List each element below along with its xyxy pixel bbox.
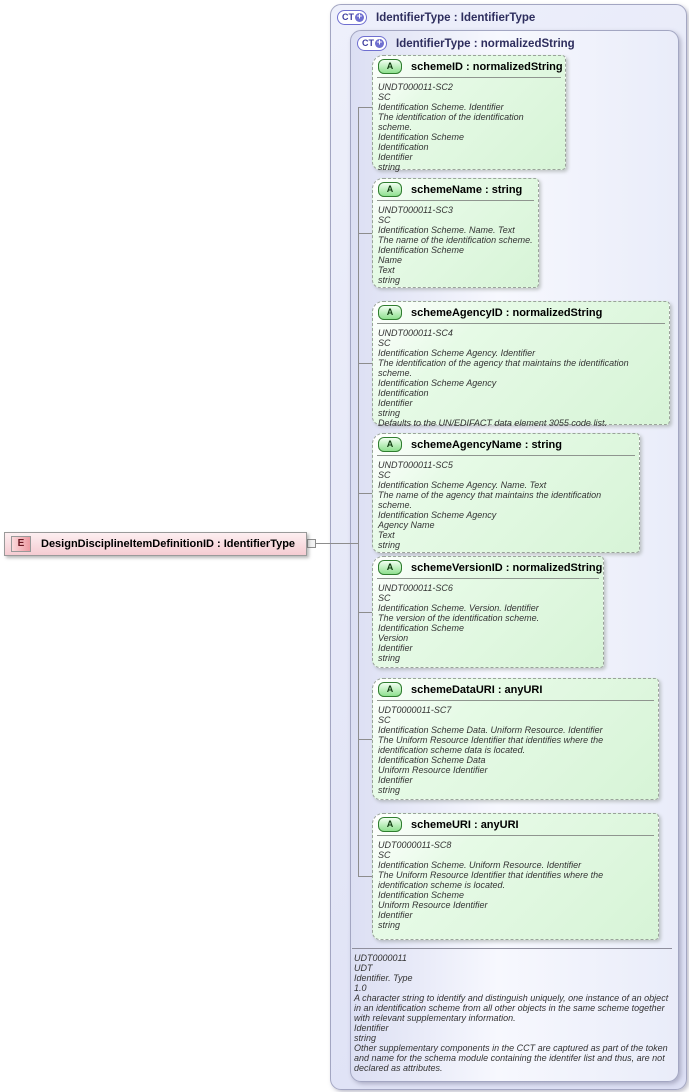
doc-line: Identification Scheme Agency. Identifier — [378, 348, 536, 358]
connector-stub-schemeversionid — [358, 612, 372, 613]
element-designdisciplineitemdefinitionid[interactable] — [4, 532, 307, 556]
doc-line: The identification of the agency that maintains the identification scheme. — [378, 358, 629, 378]
doc-line: Identifier — [378, 910, 413, 920]
attr-documentation — [373, 80, 565, 172]
doc-line: Identification Scheme Agency. Name. Text — [378, 480, 547, 490]
complex-type-icon[interactable] — [357, 36, 387, 51]
attr-header — [373, 434, 639, 455]
title-separator — [377, 200, 534, 201]
doc-line: SC — [378, 470, 391, 480]
attribute-icon: A — [378, 682, 402, 697]
complex-type-inner-title: IdentifierType : normalizedString — [396, 37, 575, 50]
title-separator — [377, 323, 665, 324]
attr-box-schemeagencyid[interactable] — [372, 301, 670, 428]
attr-title: schemeVersionID : normalizedString — [411, 561, 603, 574]
connector-stub-schemedatauri — [358, 739, 372, 740]
complex-type-icon[interactable] — [337, 10, 367, 25]
doc-line: SC — [378, 92, 391, 102]
doc-line: SC — [378, 338, 391, 348]
doc-line: Identifier — [378, 643, 413, 653]
doc-line: Identifier — [378, 152, 413, 162]
element-icon: E — [11, 536, 31, 552]
attr-documentation — [373, 326, 669, 428]
doc-line: The name of the agency that maintains the identification scheme. — [378, 490, 602, 510]
attr-documentation — [373, 203, 538, 285]
doc-line: Identification Scheme. Identifier — [378, 102, 504, 112]
connector-element-line — [316, 543, 358, 544]
doc-line: UNDT000011-SC6 — [378, 583, 453, 593]
type-doc-separator — [352, 948, 672, 949]
doc-line: string — [378, 653, 401, 663]
attr-documentation — [373, 838, 658, 930]
doc-line: string — [378, 408, 401, 418]
doc-line: The name of the identification scheme. — [378, 235, 533, 245]
doc-line: Identification Scheme Agency — [378, 510, 497, 520]
attr-header — [373, 302, 669, 323]
title-separator — [377, 835, 654, 836]
doc-line: Identification Scheme. Version. Identifier — [378, 603, 539, 613]
complex-type-outer-header — [337, 10, 535, 25]
doc-line: Identification Scheme — [378, 890, 465, 900]
doc-line: Version — [378, 633, 409, 643]
attr-documentation — [373, 458, 639, 550]
doc-line: UNDT000011-SC4 — [378, 328, 453, 338]
connector-stub-schemename — [358, 233, 372, 234]
attr-box-schemename[interactable] — [372, 178, 539, 288]
doc-line: SC — [378, 215, 391, 225]
complex-type-outer-title: IdentifierType : IdentifierType — [376, 11, 536, 24]
doc-line: UDT — [354, 963, 373, 973]
attr-box-schemeagencyname[interactable] — [372, 433, 640, 553]
doc-line: string — [378, 920, 401, 930]
doc-line: Text — [378, 265, 395, 275]
attr-title: schemeURI : anyURI — [411, 818, 519, 831]
doc-line: Other supplementary components in the CCT are captured as part of the token and name for the schema module containing the identifer list and thus, are not declared as attributes. — [354, 1043, 668, 1073]
connector-handle — [307, 539, 316, 548]
doc-line: SC — [378, 850, 391, 860]
doc-line: Defaults to the UN/EDIFACT data element 3055 code list. — [378, 418, 607, 428]
doc-line: Identification — [378, 142, 429, 152]
attribute-icon: A — [378, 437, 402, 452]
title-separator — [377, 700, 654, 701]
doc-line: string — [378, 785, 401, 795]
type-documentation — [354, 953, 672, 1073]
attr-box-schemeuri[interactable] — [372, 813, 659, 940]
doc-line: string — [378, 275, 401, 285]
doc-line: SC — [378, 593, 391, 603]
attribute-icon: A — [378, 59, 402, 74]
doc-line: Identification Scheme Agency — [378, 378, 497, 388]
connector-stub-schemeagencyname — [358, 493, 372, 494]
doc-line: Identification Scheme — [378, 623, 465, 633]
connector-stub-schemeagencyid — [358, 363, 372, 364]
expand-plus-icon: + — [356, 11, 363, 21]
expand-plus-icon: + — [376, 37, 383, 47]
doc-line: UDT0000011-SC7 — [378, 705, 452, 715]
doc-line: UNDT000011-SC3 — [378, 205, 453, 215]
doc-line: Identification Scheme Data — [378, 755, 486, 765]
attribute-icon: A — [378, 305, 402, 320]
doc-line: The Uniform Resource Identifier that identifies where the identification scheme data is located. — [378, 735, 604, 755]
doc-line: Name — [378, 255, 403, 265]
attr-header — [373, 56, 565, 77]
element-title: DesignDisciplineItemDefinitionID : IdentifierType — [41, 538, 296, 550]
doc-line: UDT0000011-SC8 — [378, 840, 452, 850]
doc-line: Identification Scheme Data. Uniform Resource. Identifier — [378, 725, 603, 735]
attr-title: schemeAgencyID : normalizedString — [411, 306, 603, 319]
doc-line: Uniform Resource Identifier — [378, 765, 488, 775]
title-separator — [377, 455, 635, 456]
doc-line: Identification Scheme. Uniform Resource. Identifier — [378, 860, 582, 870]
doc-line: The identification of the identification scheme. — [378, 112, 524, 132]
connector-stub-schemeid — [358, 107, 372, 108]
attribute-icon: A — [378, 560, 402, 575]
connector-stub-schemeuri — [358, 876, 372, 877]
attribute-icon: A — [378, 817, 402, 832]
ct-badge-label: CT — [362, 38, 374, 48]
doc-line: Agency Name — [378, 520, 435, 530]
attr-title: schemeDataURI : anyURI — [411, 683, 543, 696]
attr-header — [373, 557, 603, 578]
doc-line: SC — [378, 715, 391, 725]
attr-header — [373, 179, 538, 200]
doc-line: 1.0 — [354, 983, 367, 993]
attr-title: schemeAgencyName : string — [411, 438, 562, 451]
doc-line: Identification Scheme — [378, 245, 465, 255]
doc-line: Identifier. Type — [354, 973, 413, 983]
attr-title: schemeName : string — [411, 183, 523, 196]
doc-line: string — [378, 540, 401, 550]
doc-line: Identifier — [354, 1023, 389, 1033]
doc-line: The Uniform Resource Identifier that identifies where the identification scheme is located. — [378, 870, 604, 890]
ct-badge-label: CT — [342, 12, 354, 22]
doc-line: UDT0000011 — [354, 953, 407, 963]
attr-header — [373, 814, 658, 835]
doc-line: Identification Scheme — [378, 132, 465, 142]
doc-line: UNDT000011-SC5 — [378, 460, 453, 470]
doc-line: Text — [378, 530, 395, 540]
doc-line: Identifier — [378, 775, 413, 785]
doc-line: Uniform Resource Identifier — [378, 900, 488, 910]
attr-documentation — [373, 703, 658, 795]
attribute-icon: A — [378, 182, 402, 197]
title-separator — [377, 578, 599, 579]
doc-line: Identification Scheme. Name. Text — [378, 225, 515, 235]
title-separator — [377, 77, 561, 78]
doc-line: string — [378, 162, 401, 172]
attr-documentation — [373, 581, 603, 663]
doc-line: The version of the identification scheme. — [378, 613, 540, 623]
attr-header — [373, 679, 658, 700]
attr-box-schemeid[interactable] — [372, 55, 566, 170]
doc-line: string — [354, 1033, 377, 1043]
attr-title: schemeID : normalizedString — [411, 60, 563, 73]
doc-line: Identification — [378, 388, 429, 398]
attr-box-schemedatauri[interactable] — [372, 678, 659, 800]
doc-line: UNDT000011-SC2 — [378, 82, 453, 92]
doc-line: A character string to identify and distinguish uniquely, one instance of an object in an identification scheme from all other objects in the same scheme together with relevant supplementary information. — [354, 993, 669, 1023]
attr-box-schemeversionid[interactable] — [372, 556, 604, 668]
doc-line: Identifier — [378, 398, 413, 408]
complex-type-inner-header — [357, 36, 575, 51]
connector-trunk-line — [358, 107, 359, 877]
